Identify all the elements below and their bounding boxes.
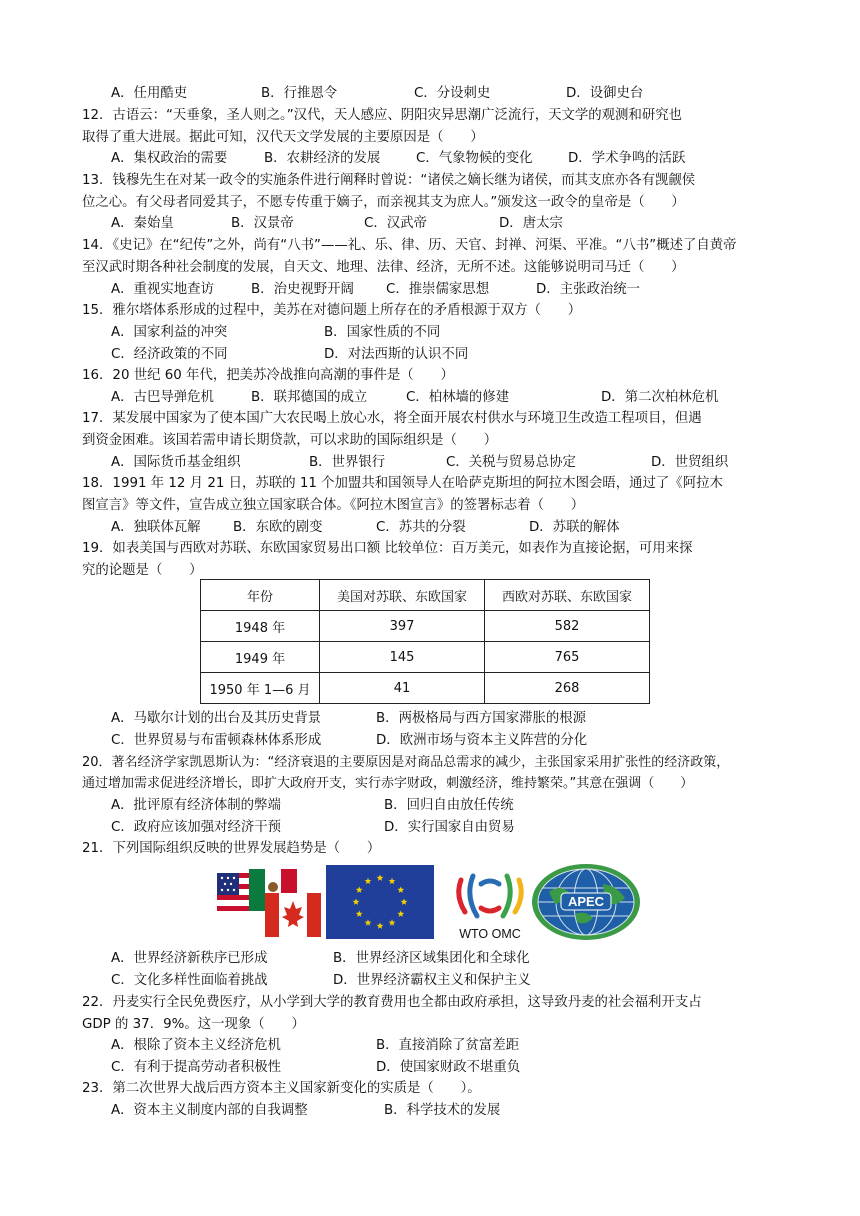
- q11-option-d: D．设御史台: [566, 86, 644, 101]
- q12-stem-line1: 12．古语云：“天垂象，圣人则之。”汉代，天人感应、阴阳灾异思潮广泛流行，天文学的观测和研究也: [82, 108, 683, 123]
- q23-options: [111, 1100, 811, 1122]
- q21-option-c: C．文化多样性面临着挑战: [111, 973, 268, 988]
- q15-options-row1: [111, 322, 811, 344]
- q21-option-a: A．世界经济新秩序已形成: [111, 951, 268, 966]
- q22-stem-line1: 22．丹麦实行全民免费医疗，从小学到大学的教育费用也全都由政府承担，这导致丹麦的社会福利开支占: [82, 995, 702, 1010]
- q18-stem-line1: 18．1991 年 12 月 21 日，苏联的 11 个加盟共和国领导人在哈萨克斯坦的阿拉木图会晤，通过了《阿拉木: [82, 476, 723, 491]
- q19-stem-line1: 19．如表美国与西欧对苏联、东欧国家贸易出口额 比较单位：百万美元，如表作为直接论据，可用来探: [82, 541, 693, 556]
- q17-stem-line2: 到资金困难。该国若需申请长期贷款，可以求助的国际组织是（ ）: [82, 433, 498, 448]
- table-cell: 41: [320, 673, 485, 704]
- q22-option-d: D．使国家财政不堪重负: [376, 1060, 521, 1075]
- q12-stem-line2: 取得了重大进展。据此可知，汉代天文学发展的主要原因是（ ）: [82, 130, 484, 145]
- q18-options: [111, 517, 811, 539]
- table-cell: 765: [485, 642, 650, 673]
- q14-stem-line1: 14．《史记》在“纪传”之外，尚有“八书”——礼、乐、律、历、天官、封禅、河渠、平准。“八书”概述了自黄帝: [82, 238, 737, 253]
- q15-option-d: D．对法西斯的认识不同: [324, 347, 469, 362]
- q20-options-row2: [111, 817, 811, 839]
- q17-option-d: D．世贸组织: [651, 455, 729, 470]
- q20-stem-line1: 20．著名经济学家凯恩斯认为：“经济衰退的主要原因是对商品总需求的减少，主张国家采用扩张性的经济政策，: [82, 755, 730, 770]
- table-header-cell: 美国对苏联、东欧国家: [320, 580, 485, 611]
- q20-stem-line2: 通过增加需求促进经济增长，即扩大政府开支，实行赤字财政，刺激经济，维持繁荣。”其意在强调（ ）: [82, 776, 694, 791]
- q21-organization-logos: [213, 862, 653, 942]
- table-row: [201, 642, 650, 673]
- q18-option-a: A．独联体瓦解: [111, 520, 201, 535]
- q12-option-b: B．农耕经济的发展: [264, 151, 381, 166]
- q12-option-a: A．集权政治的需要: [111, 151, 228, 166]
- q23-stem: 23．第二次世界大战后西方资本主义国家新变化的实质是（ ）。: [82, 1081, 481, 1096]
- q19-option-d: D．欧洲市场与资本主义阵营的分化: [376, 733, 588, 748]
- q15-option-a: A．国家利益的冲突: [111, 325, 228, 340]
- q14-options: [111, 279, 811, 301]
- q21-options-row2: [111, 970, 811, 992]
- q16-option-a: A．古巴导弹危机: [111, 390, 214, 405]
- q20-option-b: B．回归自由放任传统: [384, 798, 514, 813]
- table-header-cell: 西欧对苏联、东欧国家: [485, 580, 650, 611]
- q13-option-a: A．秦始皇: [111, 216, 174, 231]
- q18-option-c: C．苏共的分裂: [376, 520, 466, 535]
- q22-option-c: C．有利于提高劳动者积极性: [111, 1060, 282, 1075]
- apec-logo: [529, 862, 643, 942]
- q13-option-b: B．汉景帝: [231, 216, 294, 231]
- q20-option-a: A．批评原有经济体制的弊端: [111, 798, 281, 813]
- q16-option-c: C．柏林墙的修建: [406, 390, 510, 405]
- table-cell: 145: [320, 642, 485, 673]
- q20-options-row1: [111, 795, 811, 817]
- table-row: [201, 611, 650, 642]
- q16-stem: 16．20 世纪 60 年代，把美苏冷战推向高潮的事件是（ ）: [82, 368, 454, 383]
- table-cell: 1949 年: [201, 642, 320, 673]
- q17-option-b: B．世界银行: [309, 455, 386, 470]
- table-header-cell: 年份: [201, 580, 320, 611]
- q14-option-a: A．重视实地查访: [111, 282, 214, 297]
- q18-stem-line2: 图宣言》等文件，宣告成立独立国家联合体。《阿拉木图宣言》的签署标志着（ ）: [82, 498, 585, 513]
- q22-options-row2: [111, 1057, 811, 1079]
- q16-option-d: D．第二次柏林危机: [601, 390, 719, 405]
- apec-logo-label: APEC: [567, 894, 605, 909]
- q13-stem-line2: 位之心。有父母者同爱其子，不愿专传重于嫡子，而亲视其支为庶人。”颁发这一政令的皇帝是（ ）: [82, 195, 685, 210]
- q21-option-d: D．世界经济霸权主义和保护主义: [333, 973, 531, 988]
- q11-option-c: C．分设刺史: [414, 86, 491, 101]
- q23-option-b: B．科学技术的发展: [384, 1103, 501, 1118]
- q19-option-c: C．世界贸易与布雷顿森林体系形成: [111, 733, 322, 748]
- q19-options-row1: [111, 708, 811, 730]
- table-cell: 1948 年: [201, 611, 320, 642]
- q22-option-b: B．直接消除了贫富差距: [376, 1038, 520, 1053]
- q14-option-b: B．治史视野开阔: [251, 282, 354, 297]
- q21-option-b: B．世界经济区域集团化和全球化: [333, 951, 530, 966]
- canada-flag-icon: [265, 893, 321, 937]
- q11-option-b: B．行推恩令: [261, 86, 338, 101]
- table-row: [201, 673, 650, 704]
- q14-option-d: D．主张政治统一: [536, 282, 641, 297]
- q21-options-row1: [111, 948, 811, 970]
- q22-options-row1: [111, 1035, 811, 1057]
- q12-option-d: D．学术争鸣的活跃: [568, 151, 686, 166]
- q15-option-b: B．国家性质的不同: [324, 325, 441, 340]
- trade-table: [200, 579, 650, 704]
- q19-option-a: A．马歇尔计划的出台及其历史背景: [111, 711, 322, 726]
- q20-option-d: D．实行国家自由贸易: [384, 820, 515, 835]
- q13-stem-line1: 13．钱穆先生在对某一政令的实施条件进行阐释时曾说：“诸侯之嫡长继为诸侯，而其支庶亦各有觊觎侯: [82, 173, 696, 188]
- q15-option-c: C．经济政策的不同: [111, 347, 228, 362]
- q23-option-a: A．资本主义制度内部的自我调整: [111, 1103, 308, 1118]
- q15-stem: 15．雅尔塔体系形成的过程中，美苏在对德问题上所存在的矛盾根源于双方（ ）: [82, 303, 582, 318]
- q13-options: [111, 213, 811, 235]
- q12-options: [111, 148, 811, 170]
- q19-stem-line2: 究的论题是（ ）: [82, 563, 203, 578]
- table-cell: 1950 年 1—6 月: [201, 673, 320, 704]
- q19-option-b: B．两极格局与西方国家滞胀的根源: [376, 711, 587, 726]
- q14-option-c: C．推崇儒家思想: [386, 282, 490, 297]
- table-cell: 268: [485, 673, 650, 704]
- q18-option-b: B．东欧的剧变: [233, 520, 323, 535]
- q22-option-a: A．根除了资本主义经济危机: [111, 1038, 281, 1053]
- table-cell: 582: [485, 611, 650, 642]
- wto-logo-label: WTO OMC: [459, 927, 521, 941]
- q12-option-c: C．气象物候的变化: [416, 151, 533, 166]
- q18-option-d: D．苏联的解体: [529, 520, 620, 535]
- q17-stem-line1: 17．某发展中国家为了使本国广大农民喝上放心水，将全面开展农村供水与环境卫生改造工程项目，但遇: [82, 411, 702, 426]
- q11-options: [111, 83, 811, 105]
- q17-option-a: A．国际货币基金组织: [111, 455, 241, 470]
- q14-stem-line2: 至汉武时期各种社会制度的发展，自天文、地理、法律、经济，无所不述。这能够说明司马迁（ ）: [82, 260, 685, 275]
- q17-option-c: C．关税与贸易总协定: [446, 455, 576, 470]
- table-header-row: [201, 580, 650, 611]
- q20-option-c: C．政府应该加强对经济干预: [111, 820, 282, 835]
- q19-options-row2: [111, 730, 811, 752]
- q22-stem-line2: GDP 的 37．9%。这一现象（ ）: [82, 1017, 305, 1032]
- q13-option-c: C．汉武帝: [364, 216, 427, 231]
- table-cell: 397: [320, 611, 485, 642]
- nafta-flags-logo: [213, 865, 323, 939]
- q15-options-row2: [111, 344, 811, 366]
- q11-option-a: A．任用酷吏: [111, 86, 188, 101]
- wto-logo: [441, 862, 539, 942]
- eu-flag-logo: [326, 865, 434, 939]
- q16-options: [111, 387, 811, 409]
- q21-stem: 21．下列国际组织反映的世界发展趋势是（ ）: [82, 841, 381, 856]
- q17-options: [111, 452, 811, 474]
- q13-option-d: D．唐太宗: [499, 216, 563, 231]
- q16-option-b: B．联邦德国的成立: [251, 390, 368, 405]
